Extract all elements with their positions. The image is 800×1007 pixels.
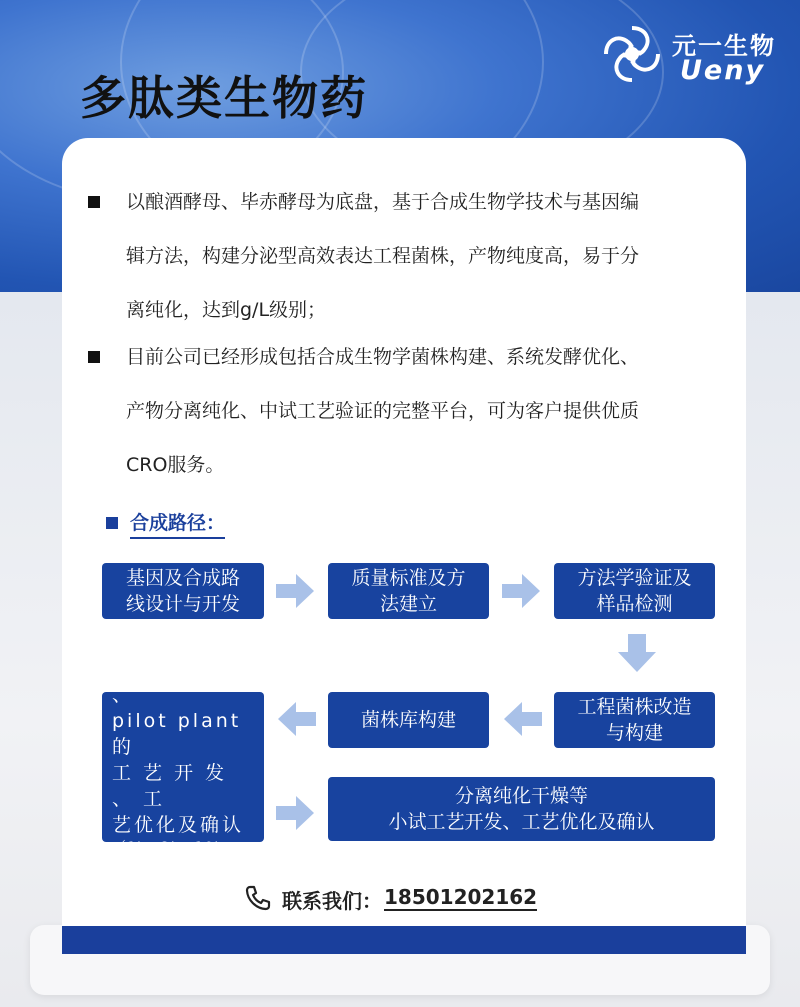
step-line: 工程菌株改造 — [577, 696, 692, 718]
step-line: 艺优化及确认 — [112, 814, 245, 836]
bullet-text — [106, 330, 726, 492]
bullet-text — [106, 175, 726, 337]
bullet-line: 辑方法，构建分泌型高效表达工程菌株，产物纯度高，易于分 — [126, 245, 640, 267]
bullet-marker — [88, 196, 100, 208]
step-line: 样品检测 — [596, 593, 673, 615]
step-line: 工 艺 开 发 、 工 — [112, 762, 228, 810]
step-line: 发 酵 小 试 、 — [112, 658, 228, 706]
bullet-2 — [106, 330, 726, 492]
contact-phone[interactable]: 18501202162 — [384, 885, 538, 909]
step-line: 分离纯化干燥等 — [454, 785, 588, 807]
step-note: 50L、500L） — [112, 860, 210, 876]
knot-logo-icon — [600, 22, 664, 86]
step-separation-purification — [328, 777, 715, 841]
step-line: 与构建 — [605, 722, 663, 744]
step-line: pilot plant的 — [112, 710, 242, 758]
brand-logo — [600, 22, 785, 92]
bullet-marker — [88, 351, 100, 363]
step-line: 菌株库构建 — [360, 709, 456, 731]
phone-icon — [244, 884, 272, 912]
brand-name-cn: 元一生物 — [672, 32, 776, 60]
arrow-left-icon — [504, 702, 542, 736]
bullet-1 — [106, 175, 726, 337]
route-label: 合成路径： — [130, 508, 225, 539]
bullet-line: 产物分离纯化、中试工艺验证的完整平台，可为客户提供优质 — [126, 400, 640, 422]
arrow-down-icon — [618, 634, 656, 672]
step-fermentation-pilot — [102, 658, 264, 876]
step-quality-standard — [328, 563, 489, 619]
step-strain-library — [328, 692, 489, 748]
step-line: 方法学验证及 — [577, 567, 692, 589]
step-line: 质量标准及方 — [351, 567, 466, 589]
step-line: 法建立 — [379, 593, 437, 615]
step-strain-engineering — [554, 692, 715, 748]
page-title: 多肽类生物药 — [80, 71, 368, 125]
step-method-validation — [554, 563, 715, 619]
step-gene-route-design — [102, 563, 264, 619]
bullet-line: 以酿酒酵母、毕赤酵母为底盘，基于合成生物学技术与基因编 — [126, 191, 640, 213]
arrow-right-icon — [276, 796, 314, 830]
step-line: 小试工艺开发、工艺优化及确认 — [388, 811, 655, 833]
bullet-line: 目前公司已经形成包括合成生物学菌株构建、系统发酵优化、 — [126, 346, 640, 368]
card-footer-bar — [62, 926, 746, 954]
step-note: （1L、2L、10L、 — [112, 840, 239, 856]
bullet-line: CRO服务。 — [126, 454, 225, 476]
step-line: 基因及合成路 — [125, 567, 240, 589]
arrow-right-icon — [502, 574, 540, 608]
bullet-line: 离纯化，达到g/L级别； — [126, 299, 327, 321]
brand-name-en: Ueny — [680, 55, 766, 86]
arrow-right-icon — [276, 574, 314, 608]
step-line: 线设计与开发 — [125, 593, 240, 615]
arrow-left-icon — [278, 702, 316, 736]
contact-label: 联系我们： — [282, 889, 382, 913]
route-marker — [106, 517, 118, 529]
